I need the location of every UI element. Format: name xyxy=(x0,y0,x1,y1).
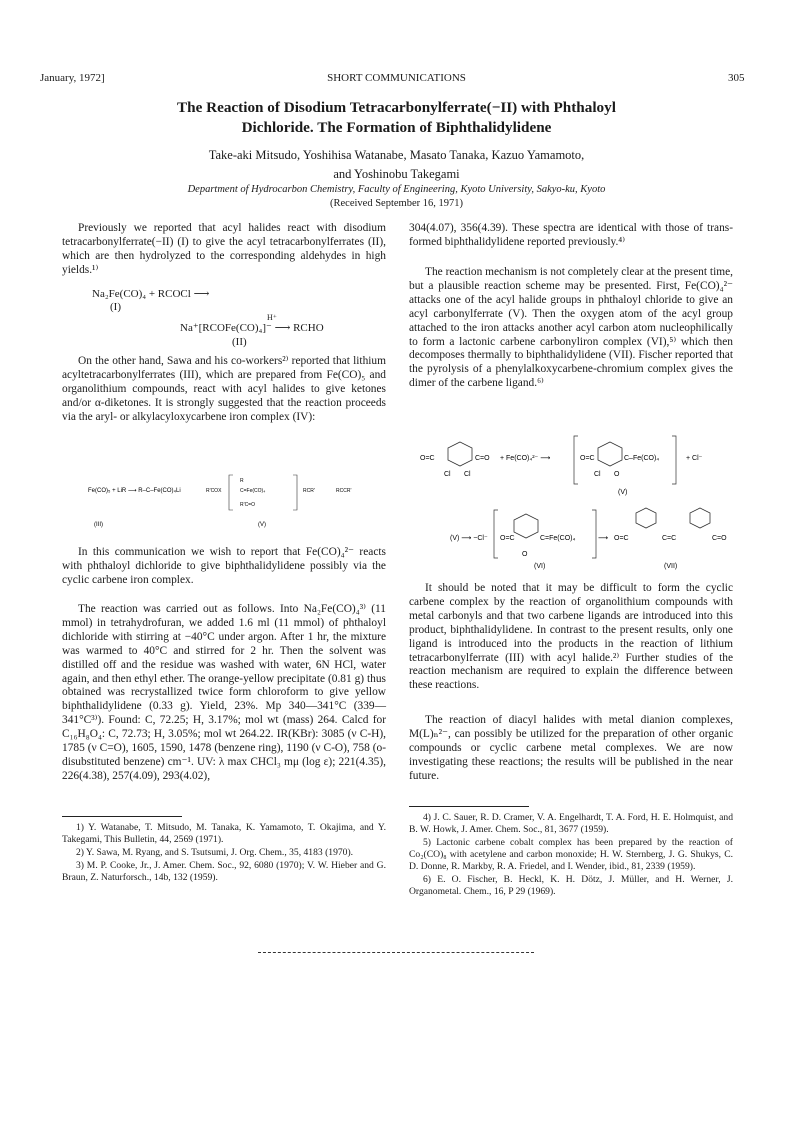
scheme-fragment: RCCR' xyxy=(336,488,352,494)
left-paragraph-2: On the other hand, Sawa and his co-workers²⁾ reported that lithium acyltetracarbonylferrates (III), which are prepared from Fe(CO)₅ and organolithium compounds, react with acyl halides to give ketones and/or α-diketones. It is strongly suggested that the reaction proceeds via the aryl- or alkylacyloxycarbene iron complex (IV): xyxy=(62,355,386,423)
scheme1-text: Cl xyxy=(464,471,471,478)
scheme2-text: O xyxy=(522,551,528,558)
scheme-bracket-left xyxy=(229,475,233,510)
scheme2-text: ⟶ xyxy=(598,535,609,542)
authors-line-2: and Yoshinobu Takegami xyxy=(333,167,460,181)
benzene-ring-1 xyxy=(448,442,472,466)
benzene-ring-2 xyxy=(598,442,622,466)
scheme-label-iii: (III) xyxy=(94,522,103,528)
scheme2-label-vii: (VII) xyxy=(664,563,678,570)
scheme-reactant-label: Fe(CO)₅ + LiR ⟶ R–C–Fe(CO)₄Li xyxy=(88,488,181,494)
scheme1-text: Cl xyxy=(594,471,601,478)
scheme1-label-v: (V) xyxy=(618,489,628,496)
scheme-fragment: R xyxy=(240,478,244,484)
scheme1-text: + Cl⁻ xyxy=(686,455,703,462)
scheme1-text: C–Fe(CO)₄ xyxy=(624,455,660,462)
bracket-left-v xyxy=(574,436,578,484)
footnote-rule-right xyxy=(409,806,529,807)
scheme-acyloxycarbene xyxy=(88,470,378,530)
scheme-fragment: C=Fe(CO)₄ xyxy=(240,488,266,494)
left-paragraph-1: Previously we reported that acyl halides react with disodium tetracarbonylferrate(−II) (I) to give the acyl tetracarbonylferrates (II), which are then hydrolyzed to the corresponding aldehydes in high yields.¹⁾ xyxy=(62,222,386,276)
right-paragraph-4: The reaction of diacyl halides with metal dianion complexes, M(L)ₙ²⁻, can possibly be utilized for the preparation of other organic compounds or cyclic carbene metal complexes. We are now investigating these reactions; the results will be published in the near future. xyxy=(409,714,733,782)
equation-2-reagent: H⁺ xyxy=(267,313,277,322)
bracket-right-v xyxy=(672,436,676,484)
equation-2: Na⁺[RCOFe(CO)₄]⁻ ⟶ RCHO xyxy=(180,322,324,334)
footnotes-left xyxy=(62,822,386,885)
scheme2-text: (V) ⟶ −Cl⁻ xyxy=(450,535,488,542)
scheme-fragment: R'C=O xyxy=(240,502,255,508)
authors-line-1: Take-aki Mitsudo, Yoshihisa Watanabe, Masato Tanaka, Kazuo Yamamoto, xyxy=(208,148,585,162)
scheme1-text: O=C xyxy=(580,455,595,462)
scheme2-label-vi: (VI) xyxy=(534,563,546,570)
equation-1-label: (I) xyxy=(110,301,121,313)
scheme2-text: C=Fe(CO)₄ xyxy=(540,535,576,542)
bracket-right-vi xyxy=(592,510,596,558)
author-list xyxy=(60,146,733,184)
affiliation: Department of Hydrocarbon Chemistry, Faculty of Engineering, Kyoto University, Sakyo-ku, Kyoto xyxy=(187,184,606,195)
benzene-ring-3 xyxy=(514,514,538,538)
header-section: SHORT COMMUNICATIONS xyxy=(327,72,466,84)
bracket-left-vi xyxy=(494,510,498,558)
received-date: (Received September 16, 1971) xyxy=(330,198,463,209)
right-paragraph-2: The reaction mechanism is not completely clear at the present time, but a plausible reaction scheme may be presented. First, Fe(CO)₄²⁻ attacks one of the acyl halide groups in phthaloyl chloride to give an acyl carbonylferrate (V). Then the oxygen atom of the acyl group attached to the iron attacks another acyl carbon atom nucleophilically to form a lactonic carbene carbonyliron complex (VI),⁵⁾ which then decomposes thermally to biphthalidylidene (VII). Fischer reported that the pyrolysis of a phenylalkoxycarbene-chromium complex gives the dimer of the carbene ligand.⁶⁾ xyxy=(409,266,733,390)
left-paragraph-3: In this communication we wish to report that Fe(CO)₄²⁻ reacts with phthaloyl dichloride to give biphthalidylidene possibly via the cyclic carbene iron complex. xyxy=(62,546,386,586)
footnote-5: 5) Lactonic carbene cobalt complex has been prepared by the reaction of Co₂(CO)₈ with acetylene and carbon monoxide; H. W. Sternberg, J. G. Shukys, C. D. Donne, R. Markby, R. A. Friedel, and I. Wender, ibid., 81, 2339 (1959). xyxy=(409,837,733,872)
scheme2-text: O=C xyxy=(500,535,515,542)
footnote-4: 4) J. C. Sauer, R. D. Cramer, V. A. Engelhardt, T. A. Ford, H. E. Holmquist, and B. W. Howk, J. Amer. Chem. Soc., 81, 3677 (1959). xyxy=(409,812,733,835)
scheme2-text: C=C xyxy=(662,535,677,542)
paper-title xyxy=(60,98,733,138)
scheme-reagent-label: R'COX xyxy=(206,488,222,494)
header-date: January, 1972] xyxy=(40,72,105,84)
footnote-2: 2) Y. Sawa, M. Ryang, and S. Tsutsumi, J. Org. Chem., 35, 4183 (1970). xyxy=(76,847,354,858)
scheme1-text: + Fe(CO)₄²⁻ ⟶ xyxy=(500,455,551,462)
scheme1-text: Cl xyxy=(444,471,451,478)
right-paragraph-1: 304(4.07), 356(4.39). These spectra are identical with those of trans-formed biphthalidylidene reported previously.⁴⁾ xyxy=(409,222,733,248)
title-line-2: Dichloride. The Formation of Biphthalidylidene xyxy=(241,119,552,136)
scheme2-text: O=C xyxy=(614,535,629,542)
scheme1-text: C=O xyxy=(475,455,490,462)
scheme2-text: C=O xyxy=(712,535,727,542)
footnote-rule-left xyxy=(62,816,182,817)
scheme-label-v: (V) xyxy=(258,522,266,528)
reaction-scheme-1 xyxy=(420,432,740,498)
equation-1: Na₂Fe(CO)₄ + RCOCl ⟶ xyxy=(92,288,210,300)
scheme-fragment: RCR' xyxy=(303,488,315,494)
end-rule xyxy=(258,952,534,953)
left-paragraph-4: The reaction was carried out as follows. Into Na₂Fe(CO)₄³⁾ (11 mmol) in tetrahydrofuran, we added 1.6 ml (11 mmol) of phthaloyl dichloride with stirring at −40°C under argon. After 1 hr, the mixture was warmed to 40°C and stirred for 2 hr. Then the solvent was distilled off and the residue was washed with water, 6N HCl, water again, and then ethyl ether. The orange-yellow precipitate (0.81 g) thus obtained was recrystallized twice form chloroform to give yellow biphthalidylidene (0.33 g). Yield, 23%. Mp 340—341°C (339—341°C³⁾). Found: C, 72.25; H, 3.17%; mol wt (mass) 264. Calcd for C₁₆H₈O₄: C, 72.73; H, 3.05%; mol wt 264.22. IR(KBr): 3085 (ν C-H), 1785 (ν C=O), 1605, 1590, 1478 (benzene ring), 1190 (ν C-O), 758 (o-disubstituted benzene) cm⁻¹. UV: λ max CHCl₃ mμ (log ε); 221(4.35), 226(4.38), 257(4.09), 293(4.02), xyxy=(62,603,386,782)
title-line-1: The Reaction of Disodium Tetracarbonylferrate(−II) with Phthaloyl xyxy=(177,99,616,116)
benzene-ring-5 xyxy=(690,508,710,528)
reaction-scheme-2 xyxy=(450,500,735,570)
footnotes-right xyxy=(409,812,733,899)
benzene-ring-4 xyxy=(636,508,656,528)
footnote-3: 3) M. P. Cooke, Jr., J. Amer. Chem. Soc., 92, 6080 (1970); V. W. Hieber and G. Braun, Z. Naturforsch., 14b, 132 (1959). xyxy=(62,860,386,883)
page-number: 305 xyxy=(728,72,745,84)
equation-2-label: (II) xyxy=(232,336,247,348)
scheme1-text: O=C xyxy=(420,455,435,462)
scheme-bracket-right xyxy=(293,475,297,510)
right-paragraph-3: It should be noted that it may be difficult to form the cyclic carbene complex by the reaction of organolithium compounds with metal carbonyls and that two carbene ligands are introduced into this product, biphthalidylidene. In contrast to the present results, only one ligand is introduced into the products in the reaction of lithium tetracarbonylferrate (III) with acyl halide.²⁾ Further studies of the reaction mechanism are required to explain the difference between these reactions. xyxy=(409,582,733,692)
footnote-6: 6) E. O. Fischer, B. Heckl, K. H. Dötz, J. Müller, and H. Werner, J. Organometal. Chem., 16, P 29 (1969). xyxy=(409,874,733,897)
scheme1-text: O xyxy=(614,471,620,478)
footnote-1: 1) Y. Watanabe, T. Mitsudo, M. Tanaka, K. Yamamoto, T. Okajima, and Y. Takegami, This Bulletin, 44, 2569 (1971). xyxy=(62,822,386,845)
